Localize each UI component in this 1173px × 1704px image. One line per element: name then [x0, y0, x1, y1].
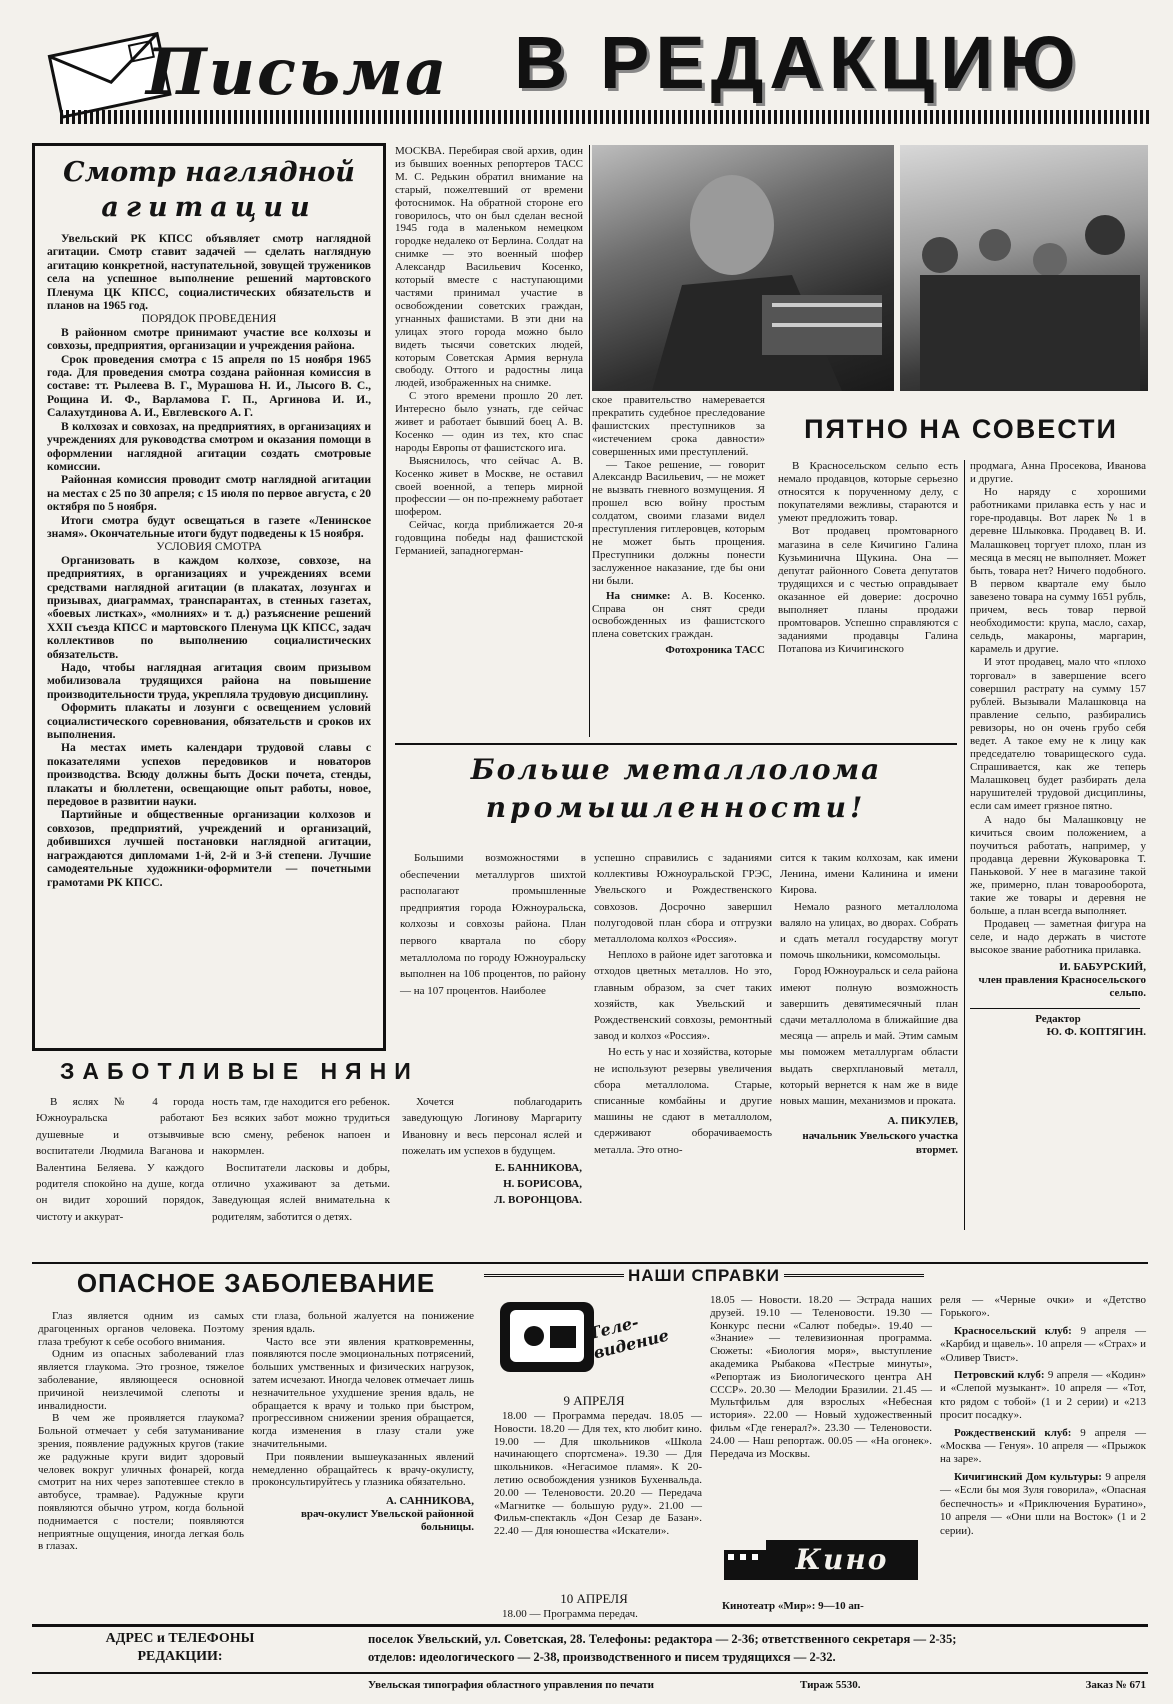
kino-label: Кино: [766, 1540, 918, 1580]
film-reel-icon: [722, 1542, 768, 1586]
spravki-col-3: [940, 1294, 1146, 1538]
masthead-underline: [60, 110, 1150, 124]
tv-logo: [494, 1294, 694, 1386]
metall-signature-role: начальник Увельского участка втормет.: [802, 1130, 958, 1157]
nyani-col-1: [36, 1094, 204, 1225]
smotr-p7: Надо, чтобы наглядная агитация своим призывом мобилизовала трудящихся района на повышение производительности труда, укрепляла трудовую дисциплину.: [47, 661, 371, 701]
nyani-text-4: Хочется поблагодарить заведующую Логинову Маргариту Ивановну и весь персонал яслей и пожелать им успехов в будущем.: [402, 1096, 582, 1158]
opasnoe-signature-role: врач-окулист Увельской районной больницы.: [300, 1507, 474, 1533]
footer-order: Заказ № 671: [1085, 1679, 1146, 1691]
smotr-title-2: агитации: [101, 192, 317, 223]
smotr-p8: Оформить плакаты и лозунги с освещением условий социалистического соревнования, обязательств и сроков их выполнения.: [47, 701, 371, 742]
photo-credit: Фотохроника ТАСС: [665, 644, 765, 657]
metall-text-6: Немало разного металлолома валяло на улицах, во дворах. Собрать и сдать металл государству могут помочь школьники, комсомольцы.: [780, 900, 958, 962]
smotr-section-2: УСЛОВИЯ СМОТРА: [156, 540, 262, 554]
metall-col-3: [780, 850, 958, 1157]
club-2-name: Петровский клуб:: [954, 1369, 1045, 1382]
pyatno-signature: И. БАБУРСКИЙ,: [1059, 960, 1146, 973]
kino-logo: [722, 1538, 922, 1590]
tv-day-2-program: 18.00 — Программа передач.: [502, 1608, 638, 1620]
metall-title-2: промышленности!: [485, 791, 867, 824]
smotr-p5: Итоги смотра будут освещаться в газете «Ленинское знамя». Окончательные итоги будут подведены к 15 ноября.: [47, 513, 371, 540]
opasnoe-text-2: Одним из опасных заболеваний глаз является глаукома. Это грозное, тяжелое заболевание, являющееся основной причиной неизлечимой слепоты и инвалидности.: [38, 1348, 244, 1412]
moskva-text-3: Выяснилось, что сейчас А. В. Косенко живет в Москве, не оставил своей военной, а теперь мирной профессии — он по-прежнему работает шофером.: [395, 454, 583, 519]
pyatno-text-4: Но наряду с хорошими работниками прилавка есть у нас и горе-продавцы. Вот ларек № 1 в деревне Шлыковка. Продавец В. И. Малашковец торгует плохо, план из месяца в месяц не выполняет. Может быть, товара нет? Ничего подобного. В первом квартале ему было завезено товара на сумму 1651 рубль, причем, весь товар первой необходимости: крупа, масло, сахар, сельдь, макароны, маргарин, карамель и другие.: [970, 486, 1146, 656]
spravki-col-2: 18.05 — Новости. 18.20 — Эстрада наших друзей. 19.10 — Теленовости. 19.30 — Конкурс песни «Салют победы». 19.40 — «Знание» — телевизионная программа. Сюжеты: «Биология моря», выступление академика Рыбакова «Пестрые минуты», «Репортаж из Биологического центра АН СССР». 20.30 — Мелодии Бразилии. 21.45 — Мультфильм для взрослых «Небесная история». 22.00 — Новый художественный фильм «Где генерал?». 23.30 — Теленовости. 24.00 — Наш репортаж. 00.05 — «На огонек». Передача из Москвы.: [710, 1294, 932, 1460]
smotr-p9: На местах иметь календари трудовой славы с показателями успехов передовиков и новаторов производства. Всюду должны быть Доски почета, стенды, плакаты и бюллетени, освещающие опыт работы, новое, передовое в развитии науки.: [47, 741, 371, 809]
club-1-name: Красносельский клуб:: [954, 1324, 1072, 1337]
photo-soldier: [592, 145, 894, 391]
photo-crowd: [900, 145, 1148, 391]
masthead-title: В РЕДАКЦИЮ: [514, 21, 1082, 104]
footer-address-2: отделов: идеологического — 2-38, производственного и писем трудящихся — 2-32.: [368, 1650, 836, 1664]
moskva-text-6: — Такое решение, — говорит Александр Васильевич, — не может не вызвать гневного возмущения. Я прошел всю войну простым солдатом, своими глазами видел преступления гитлеровцев, которым не может быть прощения. Преступники должны понести заслуженное наказание, где бы они ни были.: [592, 458, 765, 587]
club-1-text: 9 апреля — «Карбид и щавель». 10 апреля — «Страх» и «Оливер Твист».: [940, 1324, 1146, 1364]
moskva-text-4: Сейчас, когда приближается 20-я годовщина победы над фашистской Германией, западногерман-: [395, 519, 583, 558]
smotr-p3: В колхозах и совхозах, на предприятиях, в организациях и учреждениях для руководства смотром и оказания помощи в оформлении наглядной агитации создать смотровые комиссии.: [47, 419, 371, 473]
footer-label-2: РЕДАКЦИИ:: [137, 1649, 223, 1664]
nyani-col-3: [402, 1094, 582, 1209]
club-3-text: 9 апреля — «Москва — Генуя». 10 апреля — «Прыжок на заре».: [940, 1426, 1147, 1466]
metall-text-4: Но есть у нас и хозяйства, которые не используют резервы увеличения сбора металлолома. Старые, списанные комбайны и другие машины не сдают в металлолом, сдерживают оборачиваемость металла. Это отно-: [594, 1046, 772, 1156]
opasnoe-text-4: сти глаза, больной жалуется на понижение зрения вдаль.: [252, 1310, 474, 1335]
pyatno-text-5: И этот продавец, мало что «плохо торговал» в завершение всего совершил растрату на сумму 157 рублей. Вызывали Малашковца на правление сельпо, разбирались ревизоры, но он очень грубо себя ведет. А такое ему не к лицу как председателю товарищеского суда. Спрашивается, как же теперь Малашковец будет разбирать дела нарушителей трудовой дисциплины, если сам имеет грязное пятно.: [970, 656, 1146, 813]
spravki-text-3: реля — «Черные очки» и «Детство Горького».: [940, 1294, 1146, 1320]
club-4-name: Кичигинский Дом культуры:: [954, 1470, 1102, 1483]
moskva-text-1: МОСКВА. Перебирая свой архив, один из бывших военных репортеров ТАСС М. С. Редькин обратил внимание на старый, пожелтевший от времени фотоснимок. На обратной стороне его говорилось, что он был сделан весной 1945 года в маленьком немецком городке недалеко от Берлина. Солдат на снимке — это военный шофер Александр Васильевич Косенко, который вместе с наступающими частями принимал участие в освобождении советских граждан, угнанных фашистами. В эти дни на улицах этого города можно было видеть тысячи советских людей, которым Советская Армия вернула свободу. Оттого и радостны лица людей, изображенных на снимке.: [395, 145, 583, 390]
opasnoe-text-3: В чем же проявляется глаукома? Больной отмечает у себя затуманивание зрения, появление радужных кругов (такие же радужные круги видит здоровый человек вокруг уличных фонарей, когда смотрит на них через запотевшее стекло в автобусе, трамвае). Радужные круги появляются обычно утром, когда больной поднимается с постели; появляются неприятные ощущения, иногда легкая боль в глазах.: [38, 1412, 244, 1553]
metall-text-5: сится к таким колхозам, как имени Ленина, имени Калинина и имени Кирова.: [780, 852, 958, 897]
metall-text-1: Большими возможностями в обеспечении металлургов шихтой располагают промышленные предприятия города Южноуральска, колхозы и совхозы района. План первого квартала по сбору металлолома по городу Южноуральску выполнен на 106 процентов, по району — на 107 процентов. Наиболее: [400, 852, 586, 997]
nyani-text-2: ность там, где находится его ребенок. Без всяких забот можно трудиться всю смену, ребенок напоен и накормлен.: [212, 1096, 390, 1158]
opasnoe-col-2: [252, 1310, 474, 1534]
smotr-section-1: ПОРЯДОК ПРОВЕДЕНИЯ: [141, 312, 277, 326]
moskva-text-2: С этого времени прошло 20 лет. Интересно было узнать, где сейчас живет и работает бывший боец А. В. Косенко — один из тех, кто спас народы Европы от фашистского ига.: [395, 390, 583, 454]
opasnoe-col-1: [38, 1310, 244, 1553]
pyatno-text-1: В Красносельском сельпо есть немало продавцов, которые серьезно относятся к порученному делу, с покупателями вежливы, стараются и умеют предложить товар.: [778, 460, 958, 525]
smotr-article: [32, 143, 386, 1051]
club-3-name: Рождественский клуб:: [954, 1426, 1072, 1439]
moskva-col-2: [592, 394, 765, 657]
metall-text-2: успешно справились с заданиями коллективы Южноуральской ГРЭС, Увельского и Рождественского совхозов. Досрочно завершил полугодовой план сбора и отгрузки металлолома колхоз «Россия».: [594, 852, 772, 946]
caption-label: На снимке:: [606, 589, 671, 602]
nyani-text-1: В яслях № 4 города Южноуральска работают душевные и отзывчивые воспитатели Людмила Ваганова и Валентина Беляева. У каждого родителя спокойно на душе, когда он видит хороший порядок, чистоту и аккурат-: [36, 1096, 204, 1223]
masthead: [36, 14, 1146, 130]
pyatno-col-2: [970, 460, 1146, 1039]
metall-title-1: Больше металлолома: [470, 753, 882, 786]
nyani-signature-1: Е. БАННИКОВА,: [494, 1161, 582, 1174]
smotr-p2: Срок проведения смотра с 15 апреля по 15 ноября 1965 года. Для проведения смотра создана районная комиссия в составе: тт. Рылеева В. Г., Мурашова Н. И., Лысого В. С., Рощина И. Ф., Варламова Г. П., Аргинова И. И., Салахутдинова А. И., Евглевского А. Г.: [47, 352, 371, 420]
nyani-text-3: Воспитатели ласковы и добры, отлично ухаживают за детьми. Заведующая яслей внимательна к родителям, заботится о детях.: [212, 1161, 390, 1223]
club-2-text: 9 апреля — «Кодин» и «Слепой музыкант». 10 апреля — «Тот, кто рядом с тобой» (1 и 2 серии) и «213 просит посадку».: [940, 1369, 1147, 1422]
nyani-signature-2: Н. БОРИСОВА,: [503, 1178, 582, 1191]
nyani-signature-3: Л. ВОРОНЦОВА.: [494, 1194, 582, 1207]
pyatno-text-2: Вот продавец промтоварного магазина в селе Кичигино Галина Кузьминична Щукина. Она — депутат районного Совета депутатов трудящихся и с честью оправдывает оказанное ей доверие: досрочно выполняет планы продажи промтоваров. Успешно справляются с заданиями продавцы Галина Потапова из Кичигинского: [778, 525, 958, 656]
photo-caption: А. В. Косенко. Справа он снят среди освобожденных из фашистского плена советских граждан.: [592, 589, 766, 641]
editor-name: Ю. Ф. КОПТЯГИН.: [1046, 1025, 1146, 1038]
smotr-intro: Увельский РК КПСС объявляет смотр наглядной агитации. Смотр ставит задачей — сделать наглядную агитацию конкретной, наступательной, зовущей тружеников села на успешное выполнение решений мартовского Пленума ЦК КПСС, социалистических обязательств и планов на 1965 год.: [47, 232, 371, 313]
spravki-title: НАШИ СПРАВКИ: [624, 1264, 784, 1288]
pyatno-signature-role: член правления Красносельского сельпо.: [978, 973, 1146, 999]
editor-label: Редактор: [1035, 1012, 1081, 1025]
smotr-title-1: Смотр наглядной: [63, 157, 355, 188]
opasnoe-text-6: При появлении вышеуказанных явлений немедленно обращайтесь к врачу-окулисту, проконсультируйтесь у глазника обязательно.: [252, 1450, 474, 1489]
television-icon: [494, 1294, 604, 1384]
smotr-p10: Партийные и общественные организации колхозов и совхозов, предприятий, учреждений и организаций, добившихся лучшей постановки наглядной агитации, награждаются дипломами 1-й, 2-й и 3-й степени. Лучшие самодеятельные художники-оформители — почетными грамотами РК КПСС.: [47, 808, 371, 889]
spravki-title-box: [484, 1264, 924, 1288]
footer-tirazh: Тираж 5530.: [800, 1679, 861, 1691]
pyatno-text-6: А надо бы Малашковцу не кичиться своим положением, а поучиться работать, например, у продавца деревни Жуковаровка Т. Паньковой. У нее в магазине такой же, примерно, план товарооборота, такие же товары и деревня не больше, а план всегда выполняет.: [970, 813, 1146, 918]
tv-label: Теле-видение: [586, 1312, 671, 1363]
opasnoe-title: ОПАСНОЕ ЗАБОЛЕВАНИЕ: [76, 1268, 436, 1298]
smotr-p1: В районном смотре принимают участие все колхозы и совхозы, предприятия, организации и учреждения района.: [47, 325, 371, 353]
metall-text-3: Неплохо в районе идет заготовка и отходов цветных металлов. Но это, главным образом, за счет таких хозяйств, как Увельский и Рождественский совхозы, ремонтный завод и колхоз «Россия».: [594, 949, 772, 1043]
pyatno-text-3: продмага, Анна Просекова, Иванова и другие.: [970, 460, 1146, 486]
pyatno-col-1: [778, 460, 958, 656]
moskva-col-1: [395, 145, 583, 558]
masthead-script-title: Письма: [146, 35, 449, 110]
pyatno-text-7: Продавец — заметная фигура на селе, и надо держать в чистоте высокое звание работника прилавка.: [970, 918, 1146, 957]
nyani-col-2: [212, 1094, 390, 1225]
opasnoe-text-1: Глаз является одним из самых драгоценных органов человека. Поэтому глаза требуют к себе особого внимания.: [38, 1310, 244, 1348]
opasnoe-text-5: Часто все эти явления кратковременны, появляются после эмоциональных потрясений, больших умственных и физических нагрузок, затем исчезают. Иногда человек отмечает лишь незначительное ухудшение зрения вдаль, не обращается к врачу и только при быстром, прогрессивном снижении зрения обращается, когда изменения в глазу стали уже значительными.: [252, 1335, 474, 1450]
kino-text: Кинотеатр «Мир»: 9—10 ап-: [722, 1600, 864, 1612]
footer-label-1: АДРЕС и ТЕЛЕФОНЫ: [105, 1631, 255, 1646]
metall-signature: А. ПИКУЛЕВ,: [887, 1115, 958, 1128]
smotr-p4: Районная комиссия проводит смотр наглядной агитации на местах с 25 по 30 апреля; с 15 июля по первое августа, с 20 октября по 5 ноября.: [47, 473, 371, 514]
pyatno-title: ПЯТНО НА СОВЕСТИ: [804, 414, 1118, 444]
footer-printer: Увельская типография областного управления по печати: [368, 1679, 654, 1691]
opasnoe-signature: А. САННИКОВА,: [385, 1495, 474, 1508]
metall-col-1: [400, 850, 586, 999]
metall-col-2: [594, 850, 772, 1158]
tv-day-1-program: 18.00 — Программа передач. 18.05 — Новости. 18.20 — Для тех, кто любит кино. 19.00 — Для школьников «Школа начинающего спортсмена». 19.30 — Для школьников. «Негасимое пламя». К 20-летию освобождения узников Бухенвальда. 20.00 — Теленовости. 20.20 — Передача «Магнитке — большую руду». 21.00 — Фильм-спектакль «Дон Сезар де Базан». 22.40 — Для юношества «Искатели».: [494, 1410, 702, 1538]
nyani-title: ЗАБОТЛИВЫЕ НЯНИ: [60, 1058, 419, 1084]
tv-day-2: 10 АПРЕЛЯ: [560, 1591, 628, 1606]
moskva-text-5: ское правительство намеревается прекратить судебное преследование фашистских преступников за «истечением срока давности» совершенных ими преступлений.: [592, 394, 765, 458]
tv-day-1: 9 АПРЕЛЯ: [563, 1393, 625, 1408]
footer-address-1: поселок Увельский, ул. Советская, 28. Телефоны: редактора — 2-36; ответственного секретаря — 2-35;: [368, 1632, 957, 1646]
smotr-p6: Организовать в каждом колхозе, совхозе, на предприятиях, в организациях и учреждениях всеми средствами наглядной агитации (в плакатах, лозунгах и призывах, диаграммах, транспарантах, в стенных газетах, «боевых листках», «молниях» и т. д.) разъяснение решений XXII съезда КПСС и мартовского Пленума ЦК КПСС, задач коллективов по выполнению социалистических обязательств.: [47, 553, 371, 661]
metall-text-7: Город Южноуральск и села района имеют полную возможность завершить девятимесячный план сдачи металлолома в ближайшие два месяца — апрель и май. Этим самым мы поможем металлургам области выдать сверхплановый металл, который вернется к нам же в виде новых машин, механизмов и проката.: [780, 965, 958, 1108]
club-4-text: 9 апреля — «Если бы моя Зуля говорила», «Опасная беспечность» и «Приключения Буратино», 10 апреля — «Они шли на Восток» (1 и 2 серии).: [940, 1470, 1146, 1537]
